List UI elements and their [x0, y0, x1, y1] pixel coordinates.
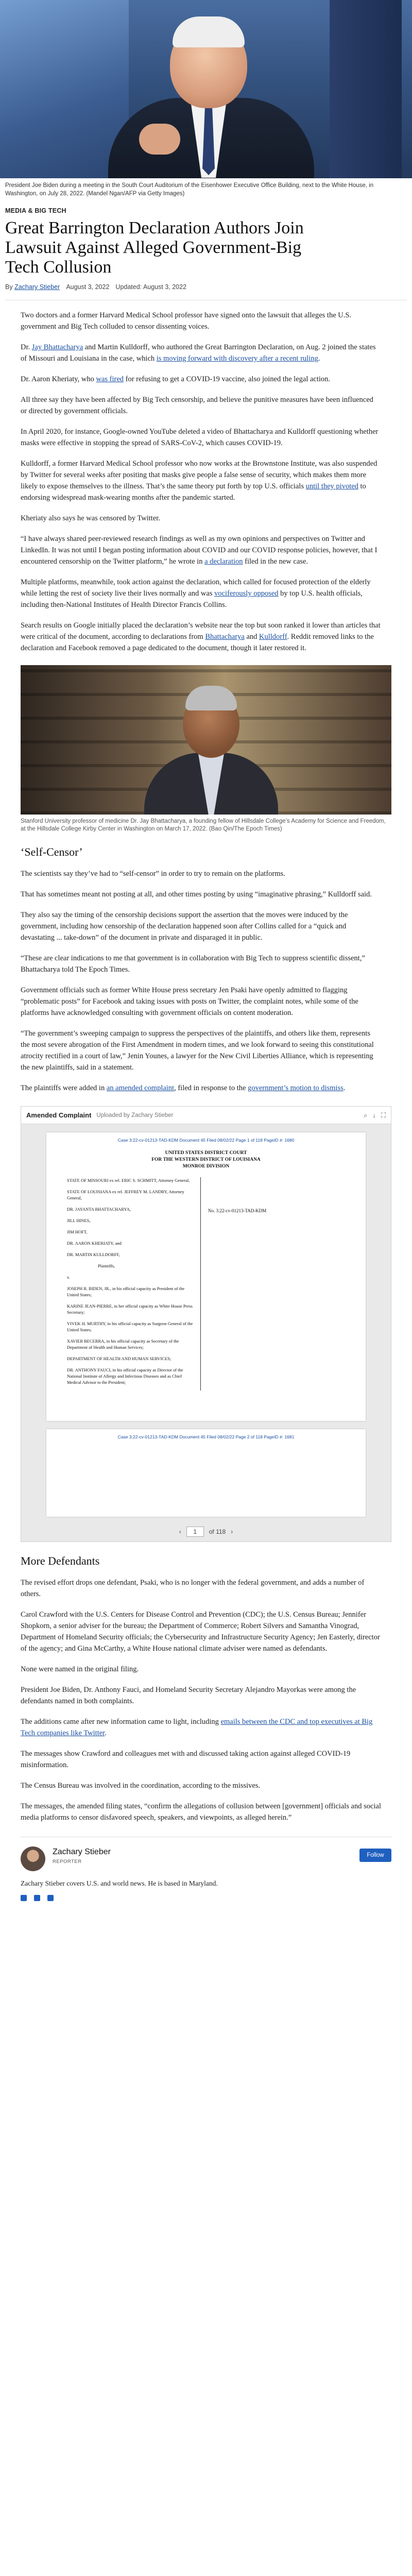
- paragraph: “These are clear indications to me that government is in collaboration with Big Tech to suppress scientific dissent,” Bhattacharya told The Epoch Times.: [21, 954, 365, 974]
- paragraph: In April 2020, for instance, Google-owned YouTube deleted a video of Bhattacharya and Kulldorff questioning whether masks were effective in stopping the spread of SARS-CoV-2, which causes COVID-19.: [21, 428, 379, 447]
- hero-caption: President Joe Biden during a meeting in the South Court Auditorium of the Eisenhower Executive Office Building, next to the White House, in Washington, on July 28, 2022. (Mandel Ngan/AFP via Getty Images): [5, 182, 374, 197]
- party-entry: DR. JAYANTA BHATTACHARYA,: [67, 1207, 131, 1212]
- inline-link[interactable]: Bhattacharya: [205, 633, 245, 641]
- paragraph: [21, 342, 381, 364]
- paragraph-text: Dr.: [21, 343, 32, 351]
- paragraph-text: to endorsing widespread mask-wearing months after the pandemic started.: [21, 482, 366, 502]
- inline-photo: [21, 665, 391, 815]
- paragraph: [21, 533, 381, 567]
- zoom-icon[interactable]: ⌕: [364, 1111, 368, 1119]
- paragraph: [21, 620, 381, 654]
- paragraph: None were named in the original filing.: [21, 1665, 139, 1673]
- party-entry: JILL HINES,: [67, 1218, 91, 1223]
- inline-link[interactable]: Kulldorff: [259, 633, 287, 641]
- inline-link[interactable]: emails between the CDC and top executives at Big Tech companies like Twitter: [21, 1718, 373, 1737]
- paragraph: The messages show Crawford and colleagues met with and discussed taking action against alleged COVID-19 misinformation.: [21, 1750, 351, 1769]
- party-entry: Plaintiffs,: [98, 1263, 115, 1268]
- paragraph: [21, 577, 381, 611]
- court-heading: [67, 1150, 345, 1170]
- twitter-icon[interactable]: [21, 1895, 27, 1901]
- party-entry: DEPARTMENT OF HEALTH AND HUMAN SERVICES;: [67, 1356, 171, 1361]
- byline-author-group: [5, 283, 60, 291]
- page-number-input[interactable]: 1: [186, 1527, 204, 1537]
- page-header: Case 3:22-cv-01213-TAD-KDM Document 45 Filed 08/02/22 Page 2 of 118 PageID #: 1681: [117, 1434, 295, 1439]
- party-entry: JOSEPH R. BIDEN, JR., in his official capacity as President of the United States;: [67, 1286, 185, 1297]
- category-kicker[interactable]: MEDIA & BIG TECH: [5, 207, 66, 214]
- facebook-icon[interactable]: [34, 1895, 40, 1901]
- document-actions: [364, 1111, 386, 1120]
- publish-date: August 3, 2022: [66, 283, 110, 291]
- party-entry: JIM HOFT,: [67, 1229, 88, 1234]
- prev-page-icon[interactable]: ‹: [179, 1528, 181, 1535]
- document-title[interactable]: Amended Complaint: [26, 1111, 92, 1119]
- party-entry: STATE OF MISSOURI ex rel. ERIC S. SCHMITT, Attorney General,: [67, 1178, 190, 1183]
- court-line: MONROE DIVISION: [182, 1164, 230, 1169]
- paragraph: Government officials such as former White House press secretary Jen Psaki have openly admitted to flagging “problematic posts” for Facebook and taking issues with posts on Twitter, the complaint notes, while some of the platforms have acknowledged consulting with government officials on content moderation.: [21, 986, 358, 1017]
- paragraph-text: by top U.S. health officials, including then-National Institutes of Health Director Francis Collins.: [21, 589, 363, 609]
- paragraph-text: .: [105, 1729, 107, 1737]
- inline-link[interactable]: a declaration: [204, 557, 243, 566]
- hero-flag: [330, 0, 402, 178]
- paragraph: The Census Bureau was involved in the coordination, according to the missives.: [21, 1782, 261, 1790]
- email-icon[interactable]: [47, 1895, 54, 1901]
- byline-author-link[interactable]: Zachary Stieber: [14, 283, 60, 291]
- paragraph-text: .: [318, 354, 320, 363]
- author-name[interactable]: Zachary Stieber: [53, 1848, 111, 1856]
- section-heading: More Defendants: [21, 1554, 100, 1567]
- byline: [0, 283, 412, 291]
- party-entry: DR. ANTHONY FAUCI, in his official capacity as Director of the National Institute of Allergy and Infectious Diseases and as Chief Medical Advisor to the President;: [67, 1367, 183, 1385]
- paragraph-text: for refusing to get a COVID-19 vaccine, also joined the legal action.: [124, 375, 331, 383]
- inline-link[interactable]: an amended complaint: [106, 1084, 175, 1092]
- paragraph: [21, 1716, 381, 1739]
- paragraph-text: filed in the new case.: [243, 557, 308, 566]
- party-entry: v.: [67, 1275, 70, 1280]
- paragraph-text: .: [343, 1084, 346, 1092]
- inline-link[interactable]: government’s motion to dismiss: [248, 1084, 344, 1092]
- author-role: REPORTER: [53, 1859, 82, 1865]
- inline-link[interactable]: is moving forward with discovery after a recent ruling: [156, 354, 318, 363]
- party-entry: DR. MARTIN KULLDORFF,: [67, 1252, 120, 1257]
- page-total: of 118: [209, 1528, 226, 1535]
- avatar[interactable]: [21, 1846, 45, 1871]
- section-heading: ‘Self-Censor’: [21, 845, 83, 858]
- byline-prefix: By: [5, 283, 13, 291]
- paragraph-text: “I have always shared peer-reviewed research findings as well as my own opinions and perspectives on Twitter and LinkedIn. It was not until I began posting information about COVID and our COVID response policies, however, that I encountered censorship on the Twitter platform,” he wrote in: [21, 535, 377, 566]
- article-title: Great Barrington Declaration Authors Join Lawsuit Against Alleged Government-Big Tech Collusion: [5, 218, 304, 277]
- page-header: Case 3:22-cv-01213-TAD-KDM Document 45 Filed 08/02/22 Page 1 of 118 PageID #: 1680: [117, 1138, 295, 1143]
- paragraph: The scientists say they’ve had to “self-censor” in order to try to remain on the platforms.: [21, 870, 285, 878]
- document-page: [46, 1429, 366, 1517]
- paragraph-text: , filed in response to the: [174, 1084, 248, 1092]
- hero-subject-hand: [139, 124, 180, 155]
- inline-link[interactable]: until they pivoted: [305, 482, 358, 490]
- document-embed[interactable]: [21, 1106, 391, 1542]
- paragraph: “The government’s sweeping campaign to suppress the perspectives of the plaintiffs, and others like them, represents the most severe abrogation of the First Amendment in modern times, and we look forward to seeing this constitutional atrocity rectified in a court of law,” Jenin Younes, a lawyer for the New Civil Liberties Alliance, which is representing the new plaintiffs, said in a statement.: [21, 1029, 374, 1072]
- parties-list: [67, 1177, 201, 1391]
- article-body: [0, 310, 391, 1887]
- download-icon[interactable]: ↓: [372, 1111, 376, 1119]
- paragraph-text: and: [244, 633, 260, 641]
- inline-link[interactable]: was fired: [96, 375, 124, 383]
- paragraph: Kheriaty also says he was censored by Twitter.: [21, 514, 160, 522]
- paragraph: All three say they have been affected by Big Tech censorship, and believe the punitive measures have been influenced or directed by government officials.: [21, 396, 373, 415]
- paragraph-text: Multiple platforms, meanwhile, took action against the declaration, which called for focused protection of the elderly while letting the rest of society live their lives normally and was: [21, 578, 371, 598]
- hero-subject-hair: [173, 16, 245, 47]
- inline-link[interactable]: vociferously opposed: [214, 589, 279, 598]
- document-header: [21, 1107, 391, 1124]
- follow-button[interactable]: Follow: [359, 1849, 391, 1862]
- party-entry: DR. AARON KHERIATY, and: [67, 1241, 122, 1246]
- paragraph-text: Dr. Aaron Kheriaty, who: [21, 375, 96, 383]
- paragraph-text: Kulldorff, a former Harvard Medical School professor who now works at the Brownstone Institute, was also suspended by Twitter for several weeks after positing that masks give people a false sense of security, which makes them more likely to expose themselves to the illness. That’s the same theory put forth by top U.S. officials: [21, 460, 377, 490]
- hero-background: [0, 0, 129, 178]
- paragraph: The messages, the amended filing states, “confirm the allegations of collusion between [government] officials and social media platforms to censor disfavored speech, speakers, and viewpoints, as alleged herein.”: [21, 1802, 381, 1822]
- paragraph-text: Search results on Google initially placed the declaration’s website near the top but soon ranked it lower than articles that were critical of the document, according to declarations from: [21, 621, 381, 641]
- paragraph: The revised effort drops one defendant, Psaki, who is no longer with the federal government, and adds a number of others.: [21, 1579, 365, 1598]
- updated-date: Updated: August 3, 2022: [115, 283, 187, 291]
- party-entry: STATE OF LOUISIANA ex rel. JEFFREY M. LANDRY, Attorney General,: [67, 1189, 184, 1200]
- hero-photo: [0, 0, 412, 178]
- case-number: No. 3:22-cv-01213-TAD-KDM: [208, 1208, 267, 1213]
- paragraph-text: The plaintiffs were added in: [21, 1084, 107, 1092]
- party-entry: XAVIER BECERRA, in his official capacity as Secretary of the Department of Health and Human Services;: [67, 1338, 179, 1350]
- author-socials: [21, 1895, 54, 1901]
- inline-photo-caption: Stanford University professor of medicine Dr. Jay Bhattacharya, a founding fellow of Hillsdale College’s Academy for Science and Freedom, at the Hillsdale College Kirby Center in Washington on March 17, 2022. (Bao Qin/The Epoch Times): [21, 818, 386, 832]
- paragraph: That has sometimes meant not posting at all, and other times posting by using “imaginative phrasing,” Kulldorff said.: [21, 890, 372, 899]
- paragraph-text: and Martin Kulldorff, who authored the Great Barrington Declaration, on Aug. 2 joined the states of Missouri and Louisiana in the case, which: [21, 343, 376, 363]
- case-caption: [67, 1177, 345, 1391]
- paragraph-text: . Reddit removed links to the declaration and Facebook removed a page dedicated to the document, though it later restored it.: [21, 633, 374, 652]
- paragraph: [21, 1082, 381, 1094]
- paragraph: Two doctors and a former Harvard Medical School professor have signed onto the lawsuit that alleges the U.S. government and Big Tech colluded to censor dissenting voices.: [21, 311, 352, 331]
- paragraph: [21, 374, 381, 385]
- fullscreen-icon[interactable]: ⛶: [381, 1111, 386, 1119]
- party-entry: VIVEK H. MURTHY, in his official capacity as Surgeon General of the United States;: [67, 1321, 193, 1332]
- paragraph: President Joe Biden, Dr. Anthony Fauci, and Homeland Security Secretary Alejandro Mayorkas were among the defendants named in both complaints.: [21, 1686, 356, 1705]
- party-entry: KARINE JEAN-PIERRE, in her official capacity as White House Press Secretary;: [67, 1303, 193, 1315]
- court-line: UNITED STATES DISTRICT COURT: [165, 1150, 247, 1156]
- next-page-icon[interactable]: ›: [231, 1528, 233, 1535]
- inline-link[interactable]: Jay Bhattacharya: [31, 343, 83, 351]
- author-card: [21, 1837, 391, 1887]
- document-contributor: Uploaded by Zachary Stieber: [96, 1112, 174, 1118]
- document-page: [46, 1132, 366, 1421]
- author-bio: Zachary Stieber covers U.S. and world news. He is based in Maryland.: [21, 1879, 218, 1887]
- paragraph-text: The additions came after new information came to light, including: [21, 1718, 221, 1726]
- court-line: FOR THE WESTERN DISTRICT OF LOUISIANA: [151, 1157, 261, 1162]
- document-pager: [21, 1522, 391, 1541]
- paragraph: They also say the timing of the censorship decisions support the assertion that the moves were induced by the government, including how censorship of the declaration happened soon after Collins called for a “quick and devastating ... take-down” of the document in private and disparaged it in public.: [21, 911, 348, 942]
- paragraph: Carol Crawford with the U.S. Centers for Disease Control and Prevention (CDC); the U.S. Census Bureau; Jennifer Shopkorn, a senior adviser for the bureau; the Department of Commerce; Robert Silvers and Samantha Vinograd, Department of Homeland Security officials; the Cybersecurity and Infrastructure Security Agency; Jen Easterly, director of the agency; and Gina McCarthy, a White House national climate adviser were named as defendants.: [21, 1611, 380, 1653]
- paragraph: [21, 458, 381, 503]
